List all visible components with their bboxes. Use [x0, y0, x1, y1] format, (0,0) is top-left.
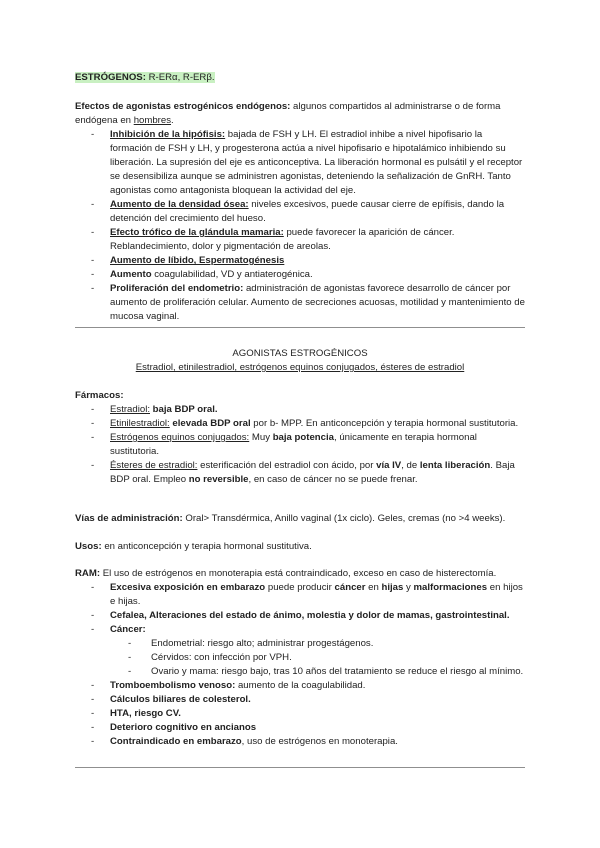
- item-bold: Deterioro cognitivo en ancianos: [110, 722, 257, 733]
- title-highlight: [75, 72, 215, 83]
- item-text: niveles excesivos, puede causar cierre de epífisis, dando la detención del crecimiento del hueso.: [110, 199, 505, 224]
- vias-label: Vías de administración:: [75, 513, 183, 524]
- agonistas-subheading: Estradiol, etinilestradiol, estrógenos equinos conjugados, ésteres de estradiol: [135, 362, 465, 373]
- item-text: administración de agonistas favorece desarrollo de cáncer por aumento de proliferación celular. Aumento de secreciones acuosas, motilidad y mantenimiento de mucosa vaginal.: [110, 283, 525, 322]
- list-item: [75, 623, 525, 679]
- drug-text: por b- MPP. En anticoncepción y terapia hormonal sustitutoria.: [250, 418, 519, 429]
- item-text: y: [403, 582, 414, 593]
- drug-text: Muy: [249, 432, 273, 443]
- divider: [75, 327, 525, 328]
- sub-list-item: - Ovario y mama: riesgo bajo, tras 10 años del tratamiento se reduce el riesgo al mínimo.: [110, 665, 525, 679]
- usos-label: Usos:: [75, 541, 102, 552]
- item-bold: HTA, riesgo CV.: [110, 708, 181, 719]
- item-bold: Contraindicado en embarazo: [110, 736, 242, 747]
- ram-label: RAM:: [75, 568, 101, 579]
- ram-text: El uso de estrógenos en monoterapia está contraindicado, exceso en caso de histerectomía.: [100, 568, 497, 579]
- list-item: [75, 459, 525, 487]
- item-bold: Cálculos biliares de colesterol.: [110, 694, 251, 705]
- item-text: aumento de la coagulabilidad.: [235, 680, 366, 691]
- farmacos-section: [75, 389, 525, 487]
- list-item: [75, 417, 525, 431]
- item-label: Inhibición de la hipófisis:: [110, 129, 226, 140]
- item-text: bajada de FSH y LH. El estradiol inhibe a nivel hipofisario la formación de FSH y LH, y progesterona actúa a nivel hipofisario e hipotalámico inhibiendo su liberación. La supresión del eje es anticonceptiva. La liberación hormonal es pulsátil y el receptor se desensibiliza aunque se administren agonistas, deteniendo la señalización de GnRH. Tanto agonistas como antagonista bloquean la actividad del eje.: [110, 129, 523, 196]
- list-item: [75, 282, 525, 324]
- drug-bold: vía IV: [376, 460, 402, 471]
- item-label: Proliferación del endometrio:: [110, 283, 244, 294]
- farmacos-list: [75, 403, 525, 487]
- ram-list: [75, 581, 525, 749]
- efectos-period: .: [171, 115, 174, 126]
- usos-line: [75, 540, 525, 554]
- drug-bold: lenta liberación: [419, 460, 491, 471]
- list-item: [75, 693, 525, 707]
- list-item: [75, 128, 525, 198]
- list-item: [75, 198, 525, 226]
- drug-name: Estrógenos equinos conjugados:: [110, 432, 250, 443]
- efectos-section: [75, 100, 525, 324]
- list-item: [75, 721, 525, 735]
- drug-bold: baja potencia: [272, 432, 334, 443]
- list-item: [75, 581, 525, 609]
- item-text: puede producir: [265, 582, 335, 593]
- title-receptors: R-ERα, R-ERβ.: [145, 72, 215, 83]
- item-text: en: [365, 582, 382, 593]
- agonistas-heading: AGONISTAS ESTROGÉNICOS: [232, 348, 368, 359]
- cancer-label: Cáncer:: [110, 624, 146, 635]
- item-bold: hijas: [381, 582, 404, 593]
- drug-bold: no reversible: [188, 474, 249, 485]
- drug-text: . Baja BDP oral. Empleo: [110, 460, 515, 485]
- item-label: Aumento de la densidad ósea:: [110, 199, 249, 210]
- cancer-sublist: [110, 637, 525, 679]
- list-item: [75, 403, 525, 417]
- item-text: , uso de estrógenos en monoterapia.: [241, 736, 398, 747]
- item-label: Aumento de líbido, Espermatogénesis: [110, 255, 285, 266]
- drug-name: Ésteres de estradiol:: [110, 460, 198, 471]
- item-label: Efecto trófico de la glándula mamaria:: [110, 227, 284, 238]
- list-item: [75, 268, 525, 282]
- item-text: puede favorecer la aparición de cáncer. Reblandecimiento, dolor y pigmentación de areolas.: [110, 227, 455, 252]
- efectos-underlined-word: hombres: [133, 115, 172, 126]
- item-bold: Tromboembolismo venoso:: [110, 680, 236, 691]
- vias-line: [75, 512, 525, 526]
- item-bold: cáncer: [334, 582, 366, 593]
- list-item: [75, 431, 525, 459]
- vias-text: Oral> Transdérmica, Anillo vaginal (1x ciclo). Geles, cremas (no >4 weeks).: [182, 513, 506, 524]
- list-item: [75, 254, 525, 268]
- list-item: [75, 609, 525, 623]
- list-item: [75, 226, 525, 254]
- list-item: [75, 735, 525, 749]
- title-line: [75, 71, 525, 85]
- efectos-label: Efectos de agonistas estrogénicos endógenos:: [75, 101, 291, 112]
- drug-text: esterificación del estradiol con ácido, por: [197, 460, 377, 471]
- farmacos-label: Fármacos:: [75, 390, 124, 401]
- drug-text: , de: [401, 460, 420, 471]
- list-item: [75, 679, 525, 693]
- sub-list-item: - Endometrial: riesgo alto; administrar progestágenos.: [110, 637, 525, 651]
- efectos-list: [75, 128, 525, 324]
- item-label: Aumento: [110, 269, 152, 280]
- item-bold: Cefalea, Alteraciones del estado de ánimo, molestia y dolor de mamas, gastrointestinal.: [110, 610, 510, 621]
- sub-list-item: - Cérvidos: con infección por VPH.: [110, 651, 525, 665]
- drug-text: , únicamente en terapia hormonal sustitutoria.: [110, 432, 477, 457]
- list-item: [75, 707, 525, 721]
- divider: [75, 767, 525, 768]
- drug-name: Estradiol:: [110, 404, 150, 415]
- drug-name: Etinilestradiol:: [110, 418, 170, 429]
- item-text: coagulabilidad, VD y antiaterogénica.: [151, 269, 313, 280]
- drug-bold: elevada BDP oral: [172, 418, 251, 429]
- efectos-text: algunos compartidos al administrarse o de forma endógena en: [75, 101, 501, 126]
- ram-lead: [75, 567, 525, 581]
- efectos-lead: [75, 100, 525, 128]
- drug-text: , en caso de cáncer no se puede frenar.: [248, 474, 418, 485]
- item-bold: Excesiva exposición en embarazo: [110, 582, 266, 593]
- drug-bold: baja BDP oral.: [152, 404, 218, 415]
- usos-text: en anticoncepción y terapia hormonal sustitutiva.: [101, 541, 312, 552]
- item-bold: malformaciones: [413, 582, 488, 593]
- title-bold: ESTRÓGENOS:: [75, 72, 146, 83]
- ram-section: [75, 567, 525, 749]
- item-text: en hijos e hijas.: [110, 582, 523, 607]
